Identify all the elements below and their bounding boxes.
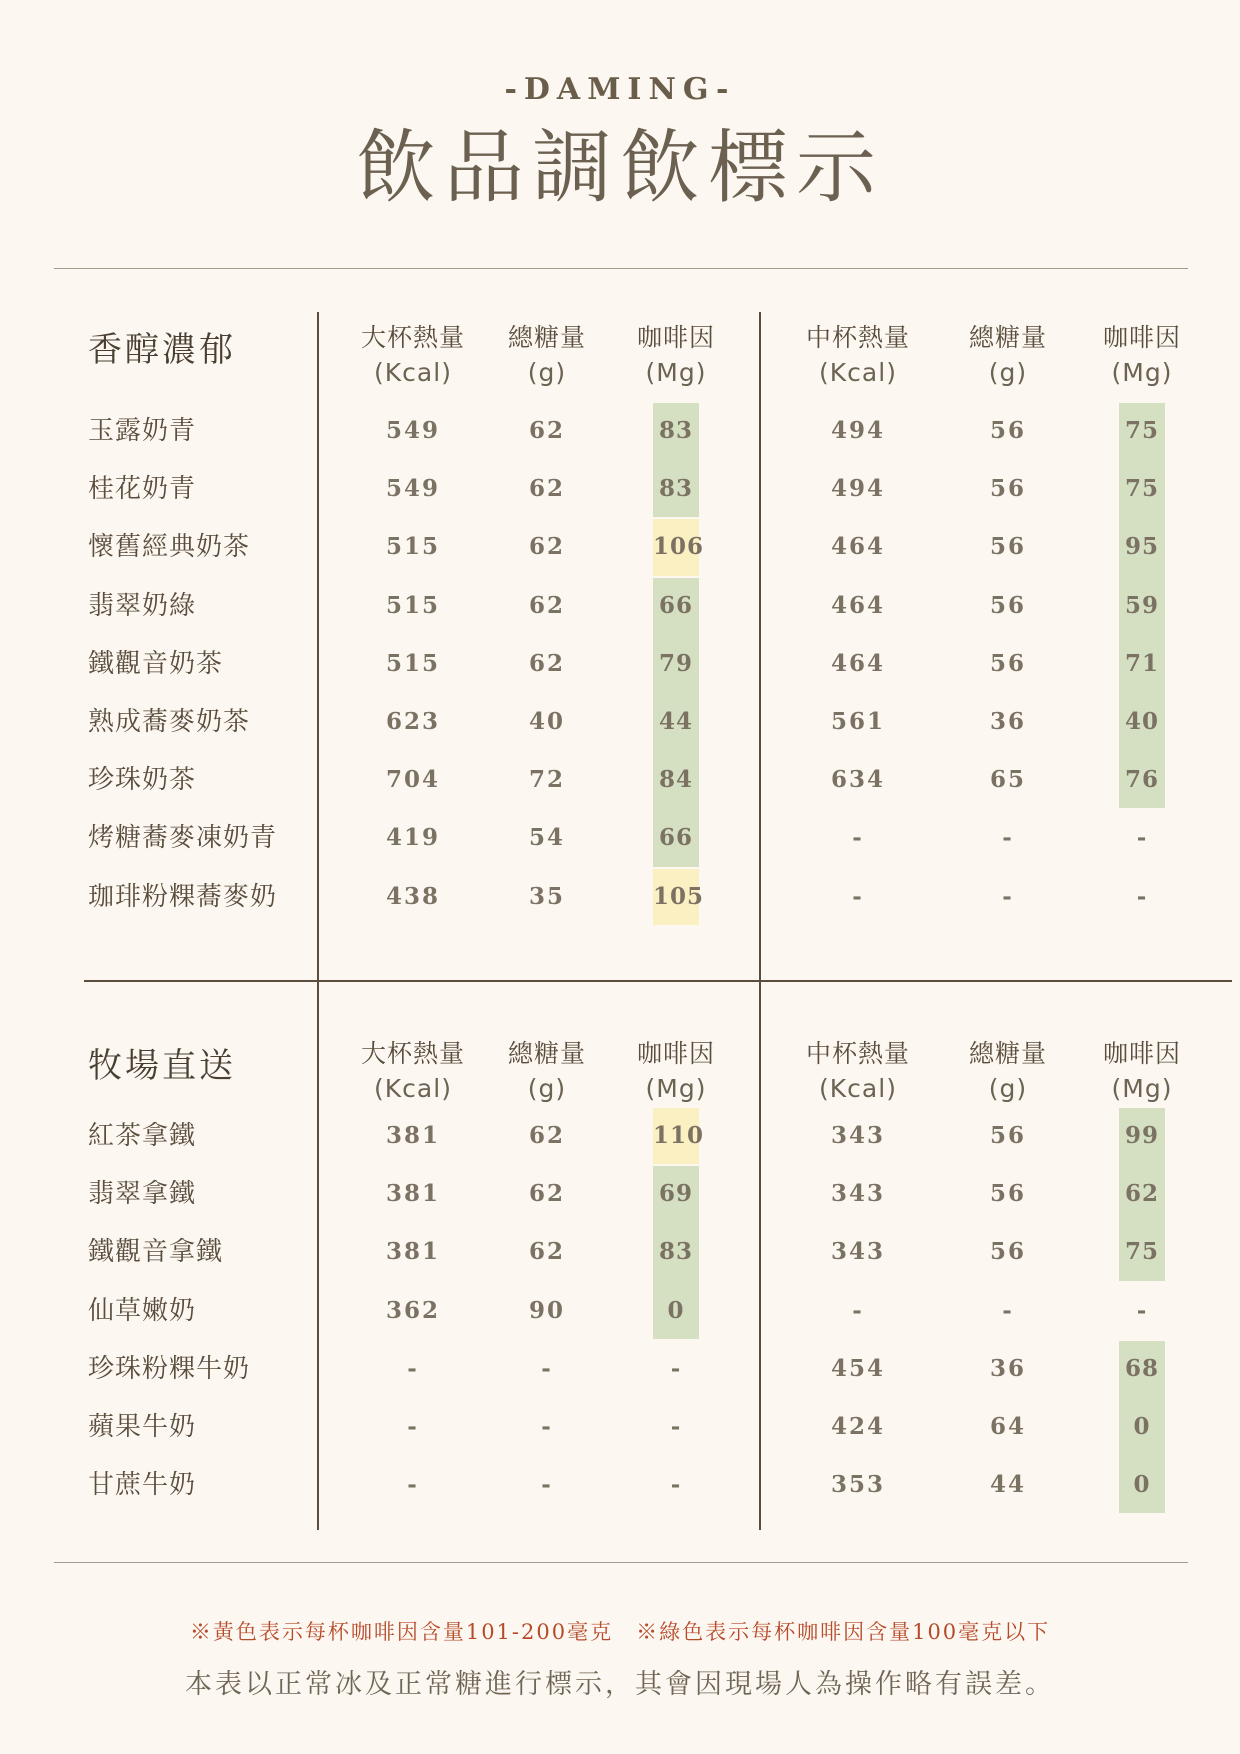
large-caffeine-cell: 44	[658, 708, 693, 735]
large-caffeine-cell: 105	[653, 882, 705, 910]
column-header-label: 中杯熱量	[805, 323, 910, 352]
large-calories-cell: 549	[385, 417, 440, 444]
medium-caffeine-cell: 71	[1124, 649, 1159, 677]
large-caffeine-cell: 83	[658, 417, 693, 444]
medium-sugar-cell: 56	[989, 417, 1026, 444]
drink-name: 烤糖蕎麥凍奶青	[88, 823, 278, 854]
drink-name: 熟成蕎麥奶茶	[88, 707, 251, 737]
drink-name: 翡翠奶綠	[88, 590, 197, 621]
column-header-unit: (Mg)	[645, 358, 707, 387]
medium-sugar-cell: 64	[989, 1413, 1026, 1440]
medium-caffeine-cell: 76	[1124, 766, 1159, 794]
large-caffeine-cell: 66	[658, 591, 693, 619]
column-divider-right	[759, 312, 761, 1530]
column-header-label: 中杯熱量	[805, 1039, 910, 1068]
column-header	[477, 320, 617, 390]
medium-calories-cell: 494	[830, 417, 885, 444]
column-header-unit: (g)	[988, 358, 1028, 387]
medium-caffeine-cell: 75	[1124, 475, 1159, 503]
page-title: 飲品調飲標示	[356, 121, 884, 214]
large-sugar-cell: 62	[528, 1238, 565, 1266]
large-sugar-cell: 54	[528, 824, 565, 852]
medium-calories-cell: -	[852, 882, 864, 910]
column-header-label: 咖啡因	[636, 323, 715, 352]
medium-caffeine-cell: 68	[1124, 1354, 1159, 1382]
medium-caffeine-cell: 95	[1124, 533, 1159, 561]
medium-sugar-cell: 56	[989, 591, 1026, 619]
column-header	[477, 1036, 617, 1106]
large-sugar-cell: 40	[528, 708, 565, 735]
large-calories-cell: 515	[385, 533, 440, 561]
column-header-label: 總糖量	[968, 1039, 1047, 1068]
medium-caffeine-cell: 40	[1124, 708, 1159, 735]
medium-sugar-cell: 56	[989, 649, 1026, 677]
drink-name: 桂花奶青	[88, 474, 197, 505]
column-header-label: 咖啡因	[1102, 323, 1181, 352]
large-sugar-cell: -	[541, 1471, 553, 1499]
large-caffeine-cell: 83	[658, 1238, 693, 1266]
column-header-unit: (g)	[527, 358, 567, 387]
column-header-unit: (g)	[527, 1074, 567, 1103]
section-title: 牧場直送	[88, 1046, 236, 1086]
medium-calories-cell: 454	[830, 1354, 885, 1382]
column-header-unit: (Mg)	[1111, 1074, 1173, 1103]
medium-sugar-cell: 56	[989, 1122, 1026, 1149]
column-header-label: 咖啡因	[1102, 1039, 1181, 1068]
medium-caffeine-cell: -	[1136, 824, 1148, 852]
column-header-label: 咖啡因	[636, 1039, 715, 1068]
column-header-unit: (Mg)	[1111, 358, 1173, 387]
drink-name: 珈琲粉粿蕎麥奶	[88, 881, 278, 912]
drink-name: 甘蔗牛奶	[88, 1470, 197, 1501]
medium-calories-cell: 353	[830, 1471, 885, 1499]
medium-calories-cell: 561	[830, 708, 885, 735]
column-header	[606, 1036, 746, 1106]
large-sugar-cell: 62	[528, 475, 565, 503]
footer-disclaimer: 本表以正常冰及正常糖進行標示，其會因現場人為操作略有誤差。	[185, 1669, 1055, 1700]
column-header-label: 總糖量	[507, 1039, 586, 1068]
caffeine-legend-note: ※黃色表示每杯咖啡因含量101-200毫克 ※綠色表示每杯咖啡因含量100毫克以下	[189, 1620, 1051, 1644]
large-sugar-cell: -	[541, 1413, 553, 1440]
medium-calories-cell: 343	[830, 1180, 885, 1208]
large-calories-cell: 381	[385, 1122, 440, 1149]
large-calories-cell: 362	[385, 1296, 440, 1324]
top-divider	[54, 268, 1188, 269]
section-title: 香醇濃郁	[88, 330, 236, 370]
medium-sugar-cell: -	[1002, 824, 1014, 852]
column-header-label: 大杯熱量	[360, 323, 465, 352]
column-header-unit: (Kcal)	[819, 1074, 897, 1103]
large-calories-cell: 438	[385, 882, 440, 910]
medium-caffeine-cell: 75	[1124, 417, 1159, 444]
column-header-unit: (g)	[988, 1074, 1028, 1103]
column-header	[788, 1036, 928, 1106]
column-header-unit: (Mg)	[645, 1074, 707, 1103]
large-caffeine-cell: -	[670, 1471, 682, 1499]
brand-label: -DAMING-	[504, 72, 736, 107]
large-sugar-cell: 62	[528, 649, 565, 677]
medium-sugar-cell: 36	[989, 1354, 1026, 1382]
column-header	[343, 1036, 483, 1106]
column-header-label: 總糖量	[507, 323, 586, 352]
column-header-unit: (Kcal)	[819, 358, 897, 387]
medium-caffeine-cell: 0	[1133, 1413, 1151, 1440]
medium-sugar-cell: 44	[989, 1471, 1026, 1499]
column-header	[788, 320, 928, 390]
large-caffeine-cell: 84	[658, 766, 693, 794]
drink-name: 仙草嫩奶	[88, 1295, 197, 1326]
large-caffeine-cell: 79	[658, 649, 693, 677]
medium-caffeine-cell: 59	[1124, 591, 1159, 619]
column-header-unit: (Kcal)	[374, 358, 452, 387]
large-calories-cell: 381	[385, 1180, 440, 1208]
large-sugar-cell: 62	[528, 1122, 565, 1149]
large-calories-cell: 419	[385, 824, 440, 852]
large-sugar-cell: 62	[528, 1180, 565, 1208]
medium-caffeine-cell: -	[1136, 882, 1148, 910]
medium-calories-cell: -	[852, 824, 864, 852]
medium-caffeine-cell: -	[1136, 1296, 1148, 1324]
large-calories-cell: -	[407, 1471, 419, 1499]
drink-name: 玉露奶青	[88, 416, 197, 446]
medium-sugar-cell: 56	[989, 1238, 1026, 1266]
large-calories-cell: 623	[385, 708, 440, 735]
medium-calories-cell: 634	[830, 766, 885, 794]
medium-calories-cell: 464	[830, 649, 885, 677]
drink-name: 鐵觀音奶茶	[88, 648, 224, 679]
medium-calories-cell: 464	[830, 533, 885, 561]
large-caffeine-cell: 69	[658, 1180, 693, 1208]
medium-sugar-cell: 56	[989, 1180, 1026, 1208]
medium-calories-cell: 343	[830, 1238, 885, 1266]
large-calories-cell: -	[407, 1354, 419, 1382]
medium-sugar-cell: 56	[989, 533, 1026, 561]
medium-sugar-cell: 56	[989, 475, 1026, 503]
large-calories-cell: 515	[385, 649, 440, 677]
medium-caffeine-cell: 75	[1124, 1238, 1159, 1266]
medium-caffeine-cell: 99	[1124, 1122, 1159, 1149]
large-calories-cell: -	[407, 1413, 419, 1440]
medium-sugar-cell: -	[1002, 1296, 1014, 1324]
column-header	[1072, 1036, 1212, 1106]
drink-name: 懷舊經典奶茶	[88, 532, 251, 563]
column-header	[606, 320, 746, 390]
drink-name: 珍珠粉粿牛奶	[88, 1353, 251, 1384]
medium-calories-cell: 494	[830, 475, 885, 503]
large-sugar-cell: 35	[528, 882, 565, 910]
bottom-divider	[54, 1562, 1188, 1563]
drink-name: 紅茶拿鐵	[88, 1121, 197, 1151]
medium-sugar-cell: 36	[989, 708, 1026, 735]
medium-calories-cell: 424	[830, 1413, 885, 1440]
large-sugar-cell: 62	[528, 533, 565, 561]
drink-name: 珍珠奶茶	[88, 765, 197, 796]
section-divider	[84, 980, 1232, 982]
large-caffeine-cell: 110	[653, 1122, 705, 1149]
drink-name: 蘋果牛奶	[88, 1412, 197, 1442]
large-caffeine-cell: 0	[667, 1296, 685, 1324]
medium-calories-cell: 464	[830, 591, 885, 619]
large-sugar-cell: 90	[528, 1296, 565, 1324]
column-header-label: 總糖量	[968, 323, 1047, 352]
medium-sugar-cell: 65	[989, 766, 1026, 794]
medium-caffeine-cell: 0	[1133, 1471, 1151, 1499]
large-caffeine-cell: -	[670, 1354, 682, 1382]
column-divider-left	[317, 312, 319, 1530]
large-sugar-cell: 72	[528, 766, 565, 794]
column-header	[938, 1036, 1078, 1106]
large-calories-cell: 704	[385, 766, 440, 794]
large-caffeine-cell: 83	[658, 475, 693, 503]
large-caffeine-cell: -	[670, 1413, 682, 1440]
column-header	[938, 320, 1078, 390]
large-sugar-cell: -	[541, 1354, 553, 1382]
medium-calories-cell: -	[852, 1296, 864, 1324]
medium-caffeine-cell: 62	[1124, 1180, 1159, 1208]
drink-name: 鐵觀音拿鐵	[88, 1237, 224, 1268]
medium-sugar-cell: -	[1002, 882, 1014, 910]
column-header-unit: (Kcal)	[374, 1074, 452, 1103]
column-header-label: 大杯熱量	[360, 1039, 465, 1068]
large-calories-cell: 515	[385, 591, 440, 619]
large-sugar-cell: 62	[528, 591, 565, 619]
large-caffeine-cell: 106	[653, 533, 705, 561]
large-calories-cell: 381	[385, 1238, 440, 1266]
large-calories-cell: 549	[385, 475, 440, 503]
drink-name: 翡翠拿鐵	[88, 1179, 197, 1210]
column-header	[1072, 320, 1212, 390]
large-caffeine-cell: 66	[658, 824, 693, 852]
column-header	[343, 320, 483, 390]
medium-calories-cell: 343	[830, 1122, 885, 1149]
large-sugar-cell: 62	[528, 417, 565, 444]
